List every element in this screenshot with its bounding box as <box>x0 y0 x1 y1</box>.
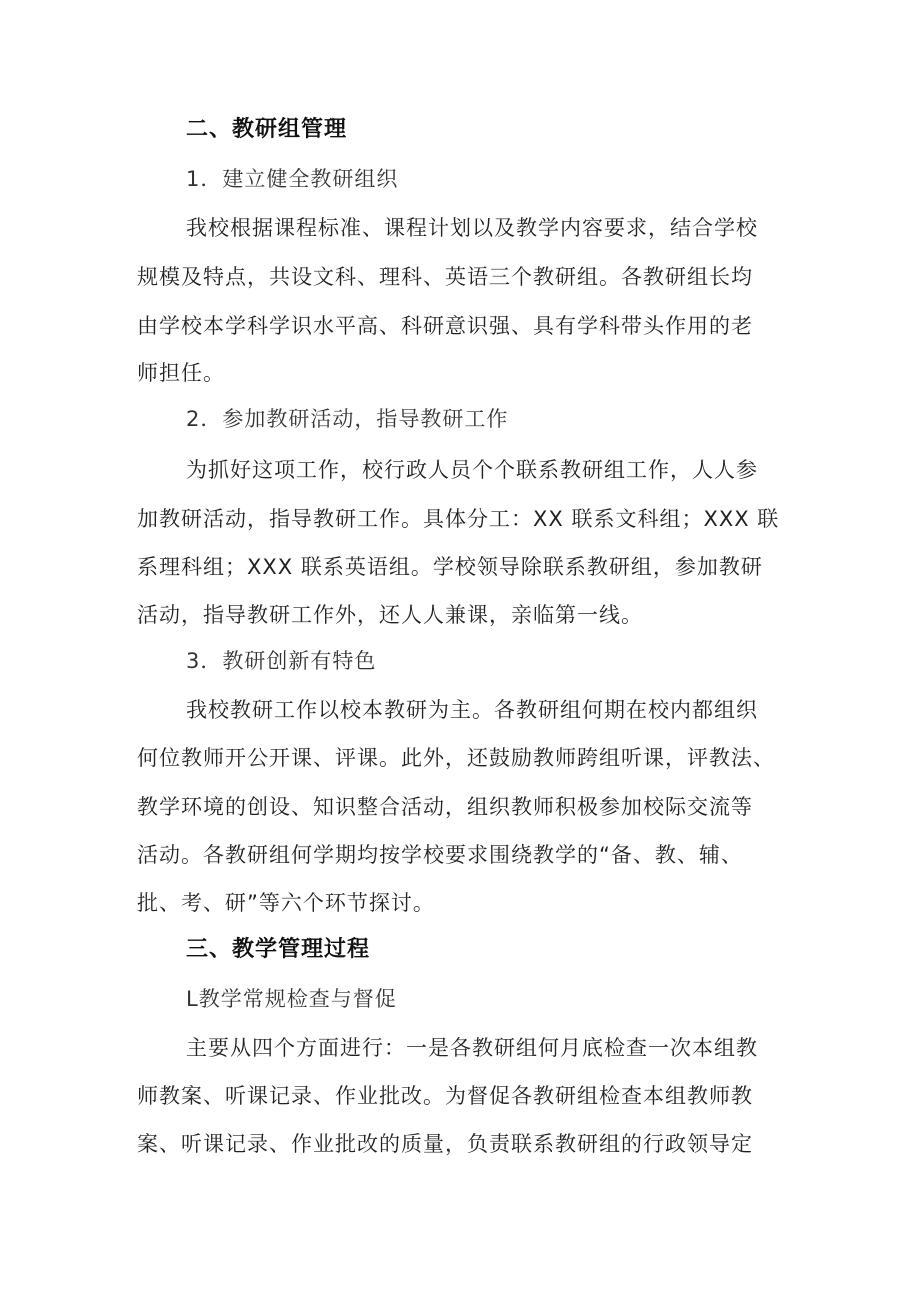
section-heading-2: 二、教研组管理 <box>186 117 348 142</box>
item-title-2-3: 3．教研创新有特色 <box>186 649 377 673</box>
paragraph-line: 教学环境的创设、知识整合活动，组织教师积极参加校际交流等 <box>137 795 753 819</box>
item-title-2-2: 2．参加教研活动，指导教研工作 <box>186 407 509 431</box>
item-title-3-1: L教学常规检查与督促 <box>186 987 397 1011</box>
paragraph-line: 何位教师开公开课、评课。此外，还鼓励教师跨组听课，评教法、 <box>137 746 775 770</box>
paragraph-line: 为抓好这项工作，校行政人员个个联系教研组工作，人人参 <box>186 458 758 482</box>
paragraph-line: 活动。各教研组何学期均按学校要求围绕教学的“备、教、辅、 <box>137 843 743 867</box>
paragraph-line: 活动，指导教研工作外，还人人兼课，亲临第一线。 <box>137 603 643 627</box>
paragraph-line: 师教案、听课记录、作业批改。为督促各教研组检查本组教师教 <box>137 1084 753 1108</box>
paragraph-line: 批、考、研”等六个环节探讨。 <box>137 891 435 915</box>
item-title-2-1: 1．建立健全教研组织 <box>186 167 399 191</box>
paragraph-line: 规模及特点，共设文科、理科、英语三个教研组。各教研组长均 <box>137 265 753 289</box>
paragraph-line: 我校教研工作以校本教研为主。各教研组何期在校内都组织 <box>186 698 758 722</box>
paragraph-line: 系理科组；XXX 联系英语组。学校领导除联系教研组，参加教研 <box>137 555 763 579</box>
paragraph-line: 我校根据课程标准、课程计划以及教学内容要求，结合学校 <box>186 216 758 240</box>
paragraph-line: 师担任。 <box>137 361 225 385</box>
section-heading-3: 三、教学管理过程 <box>186 937 371 962</box>
paragraph-line: 由学校本学科学识水平高、科研意识强、具有学科带头作用的老 <box>137 314 753 338</box>
paragraph-line: 主要从四个方面进行：一是各教研组何月底检查一次本组教 <box>186 1036 758 1060</box>
paragraph-line: 加教研活动，指导教研工作。具体分工：XX 联系文科组；XXX 联 <box>137 507 780 531</box>
paragraph-line: 案、听课记录、作业批改的质量，负责联系教研组的行政领导定 <box>137 1132 753 1156</box>
